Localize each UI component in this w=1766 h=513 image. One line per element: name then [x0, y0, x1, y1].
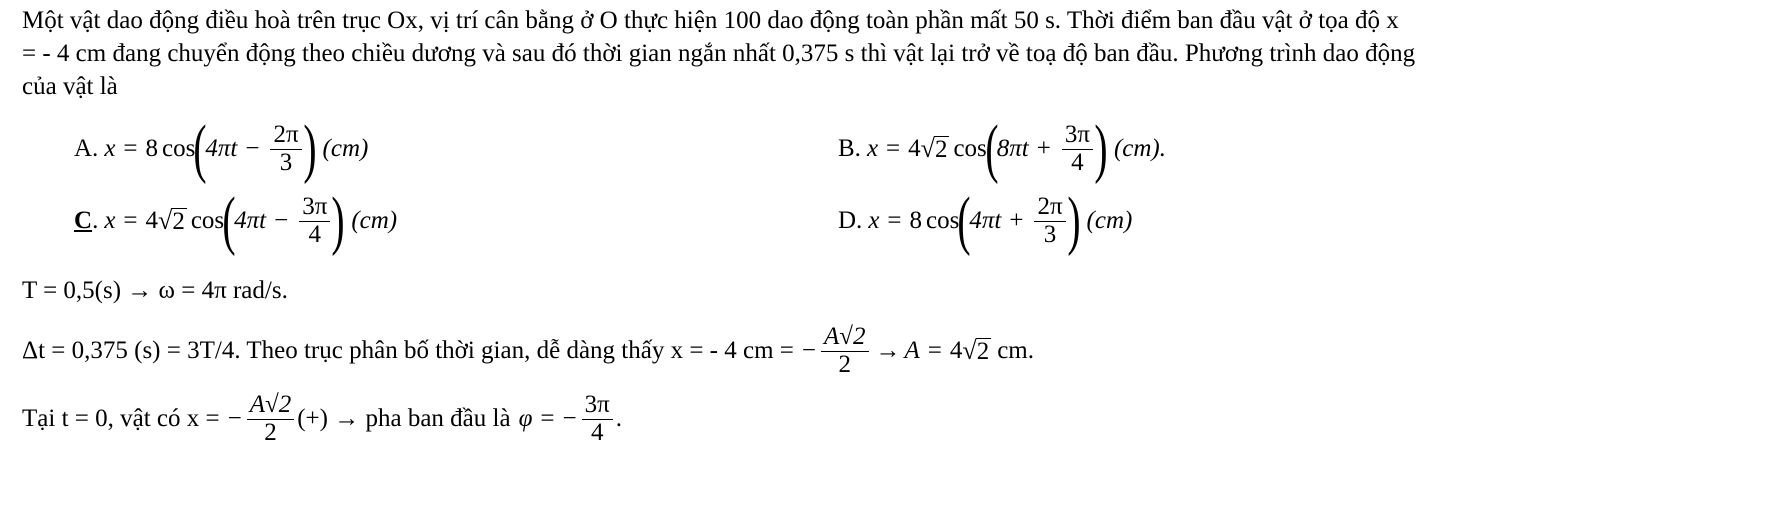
option-d-sign: +: [1009, 207, 1024, 234]
option-d-fraction: $\frac{2\pi}{3}$: [1034, 194, 1065, 248]
option-c[interactable]: C . x = 4 √ 2 cos ( 4πt − $\frac{3\pi}{4}$ ) (cm): [74, 184, 398, 257]
option-b-root: 2: [934, 136, 948, 163]
solution-line-3-fraction: $\frac{A√2}{2}$: [247, 392, 295, 446]
solution-line-1: T = 0,5(s) → ω = 4π rad/s.: [22, 277, 288, 304]
solution-line-3-text: Tại t = 0, vật có x =: [22, 405, 220, 432]
option-a-unit: (cm): [322, 135, 369, 162]
option-d-unit: (cm): [1086, 207, 1133, 234]
option-b-fraction: $\frac{3\pi}{4}$: [1062, 122, 1093, 176]
solution-line-2-text: Δt = 0,375 (s) = 3T/4. Theo trục phân bố thời gian, dễ dàng thấy x = - 4 cm =: [22, 337, 794, 364]
option-d-coef: 8: [909, 207, 923, 234]
option-b-sign: +: [1036, 135, 1051, 162]
solution-line-2-unit: cm.: [997, 337, 1034, 364]
option-a-fraction: $\frac{2\pi}{3}$: [270, 122, 301, 176]
option-b-unit: (cm).: [1113, 135, 1167, 162]
option-c-coef: 4: [145, 207, 159, 234]
option-c-inner: 4πt: [234, 207, 267, 234]
option-c-unit: (cm): [351, 207, 398, 234]
option-d-label: D.: [838, 207, 863, 234]
option-b-coef: 4: [908, 135, 921, 162]
option-a-sign: −: [245, 135, 260, 162]
question-line-2: = - 4 cm đang chuyển động theo chiều dương và sau đó thời gian ngắn nhất 0,375 s thì vật lại trở về toạ độ ban đầu. Phương trình dao động: [22, 40, 1416, 67]
solution-line-2-fraction: $\frac{A√2}{2}$: [821, 324, 869, 378]
option-b[interactable]: B. x = 4 √ 2 cos ( 8πt + $\frac{3\pi}{4}$ ) (cm).: [838, 112, 1167, 185]
solution-line-2: Δt = 0,375 (s) = 3T/4. Theo trục phân bố thời gian, dễ dàng thấy x = - 4 cm = − $\frac{A√2}{2}$ → A = 4 √ 2 cm.: [22, 323, 1034, 378]
option-b-inner: 8πt: [996, 135, 1029, 162]
option-a-inner: 4πt: [205, 135, 238, 162]
option-a-coef: 8: [145, 135, 159, 162]
option-c-sign: −: [274, 207, 289, 234]
question-line-1: Một vật dao động điều hoà trên trục Ox, vị trí cân bằng ở O thực hiện 100 dao động toàn phần mất 50 s. Thời điểm ban đầu vật ở tọa độ x: [22, 7, 1399, 34]
option-c-root: 2: [172, 208, 185, 235]
solution-line-3-fraction-2: $\frac{3\pi}{4}$: [582, 392, 613, 446]
option-d-inner: 4πt: [969, 207, 1002, 234]
option-b-label: B.: [838, 135, 861, 162]
option-c-label: C: [74, 207, 93, 234]
option-c-fraction: $\frac{3\pi}{4}$: [299, 194, 330, 248]
option-a-label: A.: [74, 135, 99, 162]
option-d[interactable]: D. x = 8 cos ( 4πt + $\frac{2\pi}{3}$ ) (cm): [838, 184, 1133, 257]
solution-line-3: Tại t = 0, vật có x = − $\frac{A√2}{2}$ (+) → pha ban đầu là φ = − $\frac{3\pi}{4}$ .: [22, 391, 622, 446]
option-a[interactable]: A. x = 8 cos ( 4πt − $\frac{2\pi}{3}$ ) (cm): [74, 112, 369, 185]
solution-line-3-mid: (+) → pha ban đầu là: [297, 405, 511, 432]
question-line-3: của vật là: [22, 73, 118, 100]
